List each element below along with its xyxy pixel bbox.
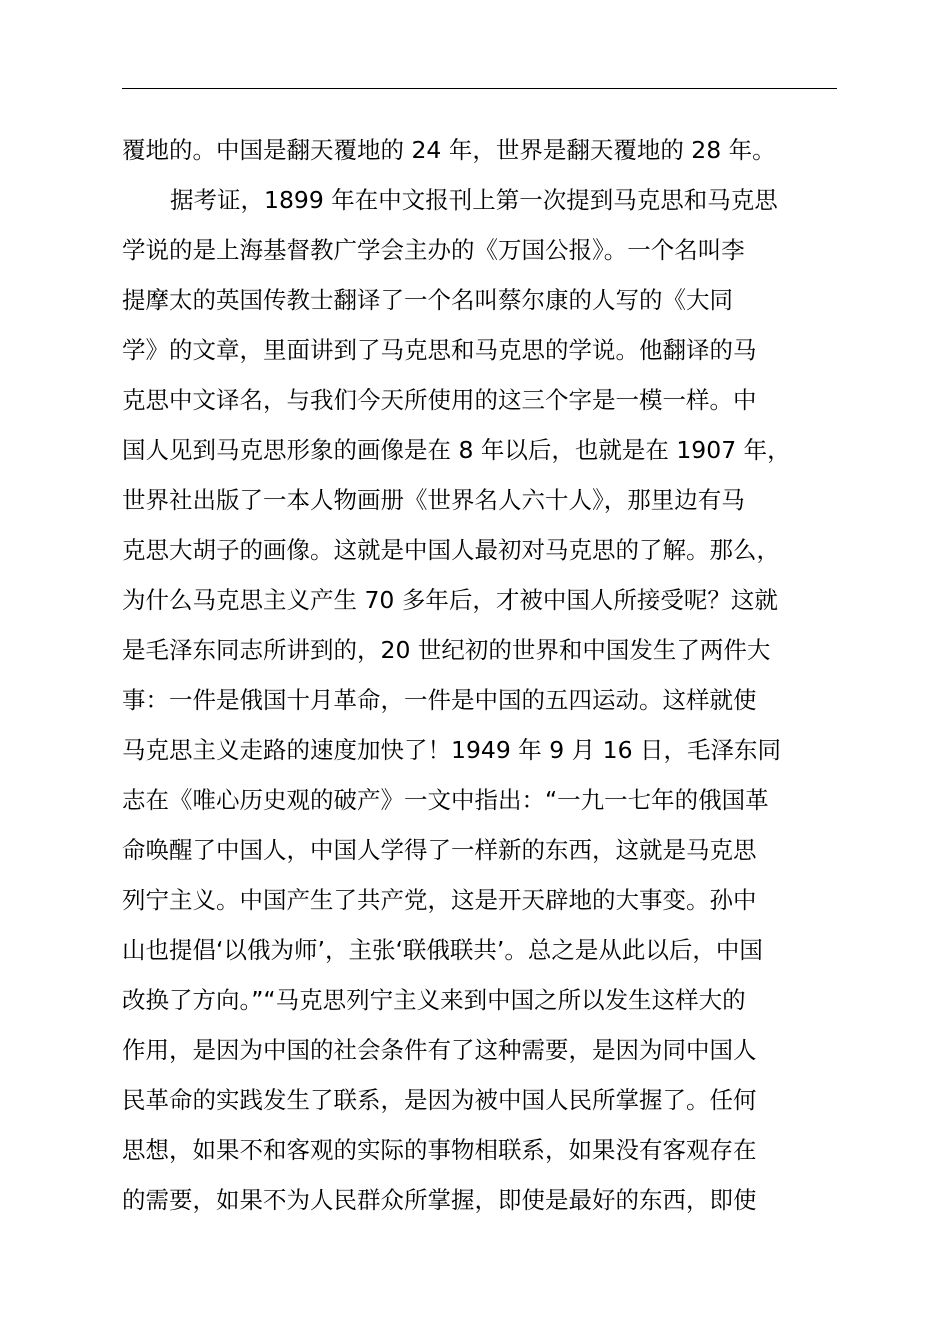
text-line: 民革命的实践发生了联系，是因为被中国人民所掌握了。任何	[122, 1086, 757, 1114]
text-line: 列宁主义。中国产生了共产党，这是开天辟地的大事变。孙中	[122, 886, 757, 914]
text-line: 思想，如果不和客观的实际的事物相联系，如果没有客观存在	[122, 1136, 757, 1164]
text-line: 世界社出版了一本人物画册《世界名人六十人》，那里边有马	[122, 486, 745, 514]
text-line: 的需要，如果不为人民群众所掌握，即使是最好的东西，即使	[122, 1186, 757, 1214]
header-rule	[122, 88, 837, 89]
text-line: 马克思主义走路的速度加快了！1949 年 9 月 16 日，毛泽东同	[122, 736, 782, 764]
text-line: 学说的是上海基督教广学会主办的《万国公报》。一个名叫李	[122, 236, 745, 264]
text-line: 覆地的。中国是翻天覆地的 24 年，世界是翻天覆地的 28 年。	[122, 136, 776, 164]
text-line: 提摩太的英国传教士翻译了一个名叫蔡尔康的人写的《大同	[122, 286, 733, 314]
text-line: 为什么马克思主义产生 70 多年后，才被中国人所接受呢？这就	[122, 586, 778, 614]
text-line: 山也提倡‘以俄为师’，主张‘联俄联共’。总之是从此以后，中国	[122, 936, 763, 964]
text-line: 命唤醒了中国人，中国人学得了一样新的东西，这就是马克思	[122, 836, 757, 864]
text-line: 克思大胡子的画像。这就是中国人最初对马克思的了解。那么，	[122, 536, 780, 564]
paragraph-first-line: 据考证，1899 年在中文报刊上第一次提到马克思和马克思	[170, 186, 778, 214]
body-text	[122, 125, 882, 1225]
text-line: 国人见到马克思形象的画像是在 8 年以后，也就是在 1907 年，	[122, 436, 791, 464]
text-line: 事：一件是俄国十月革命，一件是中国的五四运动。这样就使	[122, 686, 757, 714]
text-line: 克思中文译名，与我们今天所使用的这三个字是一模一样。中	[122, 386, 757, 414]
text-line: 是毛泽东同志所讲到的，20 世纪初的世界和中国发生了两件大	[122, 636, 771, 664]
text-line: 改换了方向。”“马克思列宁主义来到中国之所以发生这样大的	[122, 986, 746, 1014]
text-line: 志在《唯心历史观的破产》一文中指出：“一九一七年的俄国革	[122, 786, 769, 814]
text-line: 学》的文章，里面讲到了马克思和马克思的学说。他翻译的马	[122, 336, 757, 364]
text-line: 作用，是因为中国的社会条件有了这种需要，是因为同中国人	[122, 1036, 757, 1064]
